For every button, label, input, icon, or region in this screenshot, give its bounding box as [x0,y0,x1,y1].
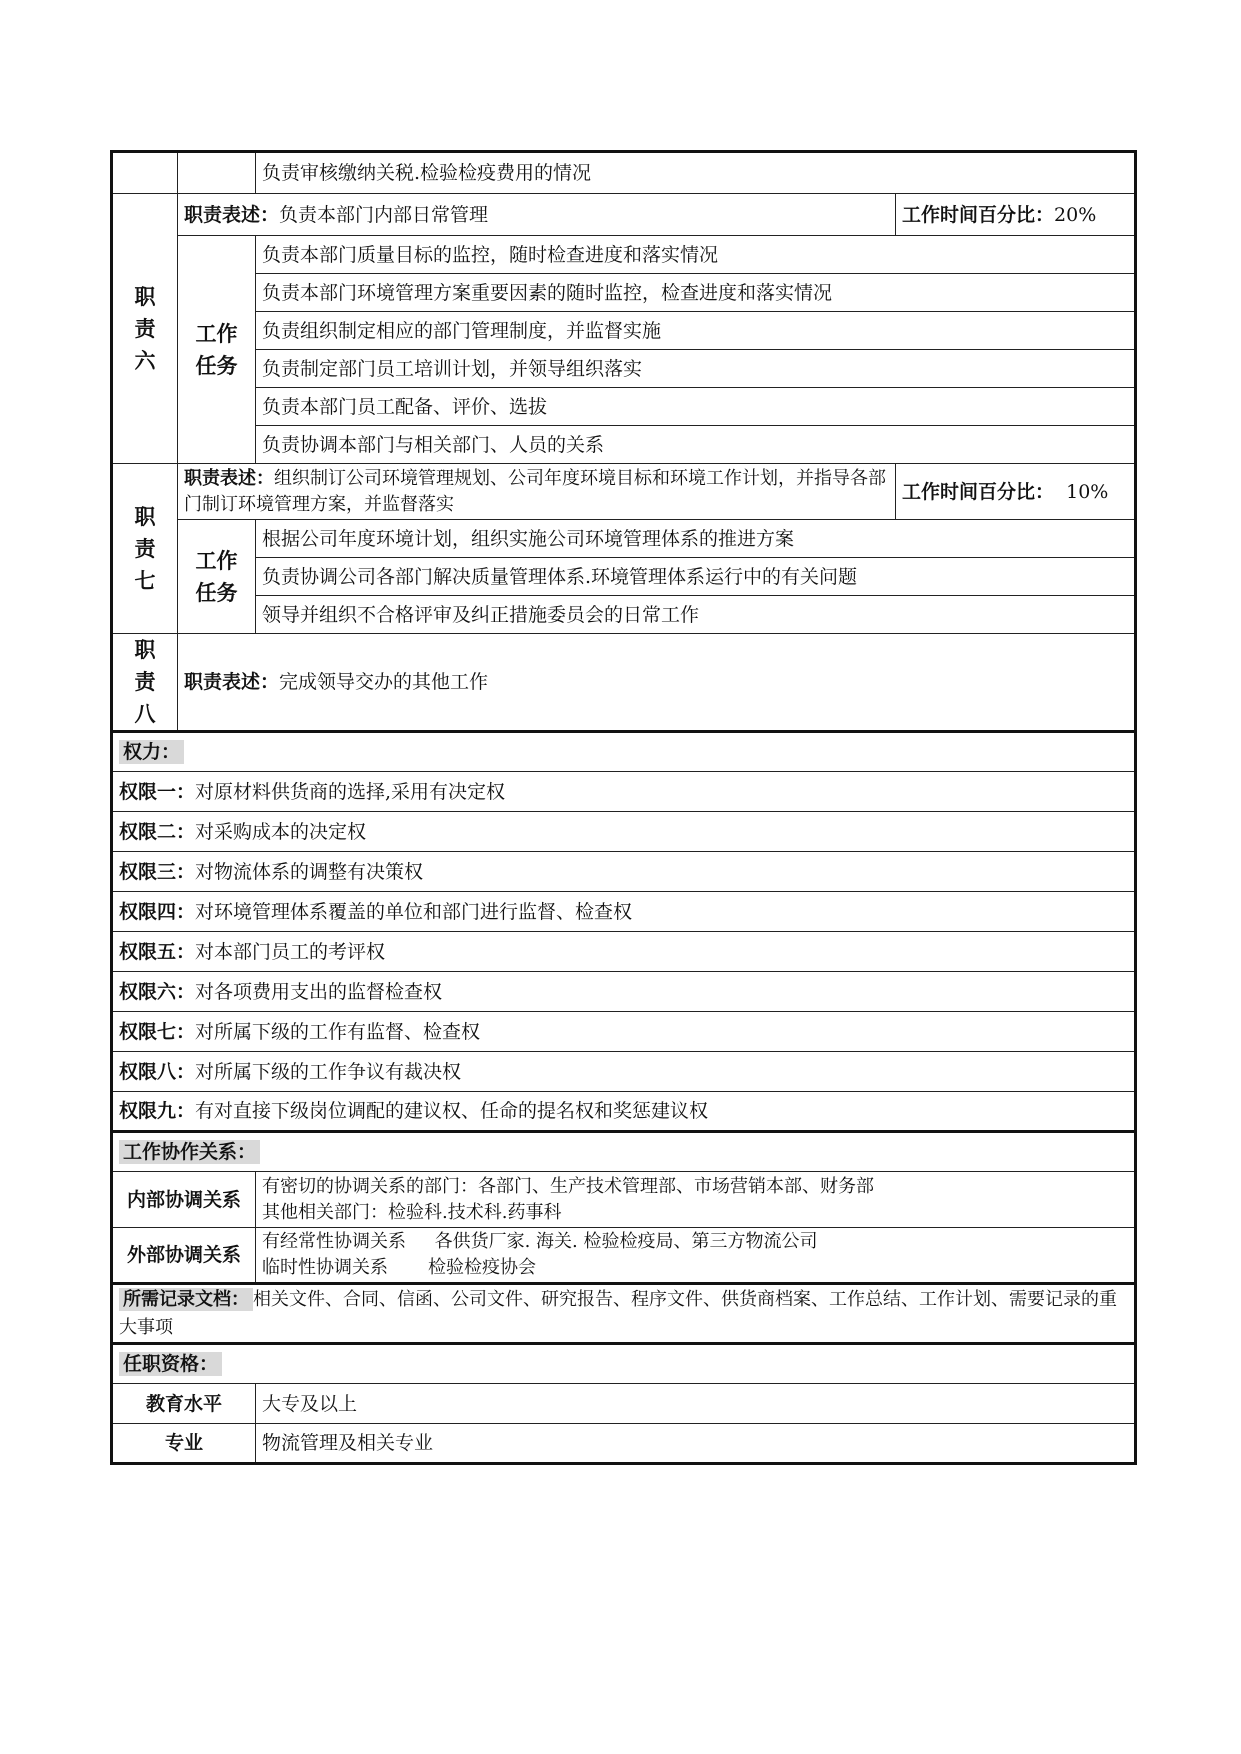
authority-item-text: 对物流体系的调整有决策权 [195,860,424,883]
records-label: 所需记录文档： [119,1288,253,1311]
duty5-label-cell [112,152,178,194]
authority-item-label: 权限三： [119,860,196,883]
duty5-task-1: 负责审核缴纳关税.检验检疫费用的情况 [256,152,1136,194]
external-coordination-line: 临时性协调关系 检验检疫协会 [262,1257,537,1278]
authority-item-text: 对所属下级的工作争议有裁决权 [195,1060,462,1083]
internal-coordination-label: 内部协调关系 [112,1172,256,1228]
duty7-label-char: 责 [134,536,156,561]
duty6-task-6: 负责协调本部门与相关部门、人员的关系 [256,426,1136,464]
duty8-label-char: 责 [134,670,156,694]
duty7-statement-label: 职责表述： [184,467,274,489]
records-cell [112,1284,1136,1344]
authority-item-4 [112,892,1136,932]
education-value: 大专及以上 [256,1384,1136,1424]
duty6-label-char: 六 [134,348,156,373]
authority-item-text: 对原材料供货商的选择,采用有决定权 [195,780,506,803]
qualification-heading [112,1344,1136,1384]
duty6-label [112,194,178,464]
authority-item-5 [112,932,1136,972]
authority-item-text: 对本部门员工的考评权 [195,940,386,963]
authority-item-label: 权限五： [119,940,196,963]
authority-item-text: 对环境管理体系覆盖的单位和部门进行监督、检查权 [195,900,633,923]
duty7-task-1: 根据公司年度环境计划，组织实施公司环境管理体系的推进方案 [256,520,1136,558]
duty7-task-label [178,520,256,634]
duty6-statement-text: 负责本部门内部日常管理 [279,203,489,226]
duty7-percent [896,464,1136,520]
job-description-page [110,150,1134,1465]
education-label: 教育水平 [112,1384,256,1424]
duty6-task-4: 负责制定部门员工培训计划，并领导组织落实 [256,350,1136,388]
internal-coordination-text [256,1172,1136,1228]
duty6-task-5: 负责本部门员工配备、评价、选拔 [256,388,1136,426]
major-value: 物流管理及相关专业 [256,1424,1136,1464]
authority-item-label: 权限一： [119,780,196,803]
authority-item-text: 有对直接下级岗位调配的建议权、任命的提名权和奖惩建议权 [195,1100,709,1122]
duty6-task-3: 负责组织制定相应的部门管理制度，并监督实施 [256,312,1136,350]
duty6-percent-value: 20% [1054,203,1097,226]
authority-heading [112,732,1136,772]
duty8-label-char: 八 [134,702,156,726]
authority-item-text: 对采购成本的决定权 [195,820,367,843]
duty7-task-label-line: 任务 [195,580,238,605]
authority-item-label: 权限九： [119,1100,196,1122]
duty6-task-2: 负责本部门环境管理方案重要因素的随时监控，检查进度和落实情况 [256,274,1136,312]
job-description-table [110,150,1137,1465]
authority-heading-text: 权力： [119,740,184,764]
duty7-label [112,464,178,634]
external-coordination-line: 有经常性协调关系 各供货厂家. 海关. 检验检疫局、第三方物流公司 [262,1231,818,1252]
records-text: 相关文件、合同、信函、公司文件、研究报告、程序文件、供货商档案、工作总结、工作计划、需要记录的重大事项 [119,1288,1117,1338]
duty7-task-3: 领导并组织不合格评审及纠正措施委员会的日常工作 [256,596,1136,634]
duty6-task-label [178,236,256,464]
duty7-label-char: 七 [134,568,156,593]
authority-item-2 [112,812,1136,852]
external-coordination-label: 外部协调关系 [112,1228,256,1284]
duty7-percent-label: 工作时间百分比： [902,480,1055,503]
duty6-task-1: 负责本部门质量目标的监控，随时检查进度和落实情况 [256,236,1136,274]
authority-item-7 [112,1012,1136,1052]
duty8-statement-text: 完成领导交办的其他工作 [279,671,489,693]
duty8-label [112,634,178,732]
duty8-label-char: 职 [134,638,156,662]
duty6-percent [896,194,1136,236]
qualification-heading-text: 任职资格： [119,1352,222,1376]
cooperation-heading-text: 工作协作关系： [119,1140,260,1164]
duty6-statement [178,194,896,236]
duty7-task-2: 负责协调公司各部门解决质量管理体系.环境管理体系运行中的有关问题 [256,558,1136,596]
authority-item-6 [112,972,1136,1012]
authority-item-label: 权限二： [119,820,196,843]
duty5-task-label-cell [178,152,256,194]
duty8-statement [178,634,1136,732]
major-label: 专业 [112,1424,256,1464]
authority-item-label: 权限四： [119,900,196,923]
external-coordination-text [256,1228,1136,1284]
authority-item-text: 对各项费用支出的监督检查权 [195,980,443,1003]
duty7-task-label-line: 工作 [195,548,238,573]
authority-item-label: 权限七： [119,1020,196,1043]
duty6-percent-label: 工作时间百分比： [902,203,1055,226]
authority-item-8 [112,1052,1136,1092]
cooperation-heading [112,1132,1136,1172]
authority-item-1 [112,772,1136,812]
duty7-label-char: 职 [134,504,156,529]
authority-item-9 [112,1092,1136,1132]
duty6-task-label-line: 工作 [195,321,238,346]
authority-item-text: 对所属下级的工作有监督、检查权 [195,1020,481,1043]
duty7-percent-value: 10% [1066,480,1109,503]
duty8-statement-label: 职责表述： [184,671,280,693]
internal-coordination-line: 有密切的协调关系的部门：各部门、生产技术管理部、市场营销本部、财务部 [262,1175,874,1197]
duty6-label-char: 责 [134,316,156,341]
authority-item-label: 权限八： [119,1060,196,1083]
duty7-statement-text: 组织制订公司环境管理规划、公司年度环境目标和环境工作计划，并指导各部门制订环境管理方案，并监督落实 [184,467,886,515]
authority-item-3 [112,852,1136,892]
authority-item-label: 权限六： [119,980,196,1003]
duty7-statement [178,464,896,520]
internal-coordination-line: 其他相关部门：检验科.技术科.药事科 [262,1201,562,1223]
duty6-label-char: 职 [134,284,156,309]
duty6-task-label-line: 任务 [195,353,238,378]
duty6-statement-label: 职责表述： [184,203,280,226]
